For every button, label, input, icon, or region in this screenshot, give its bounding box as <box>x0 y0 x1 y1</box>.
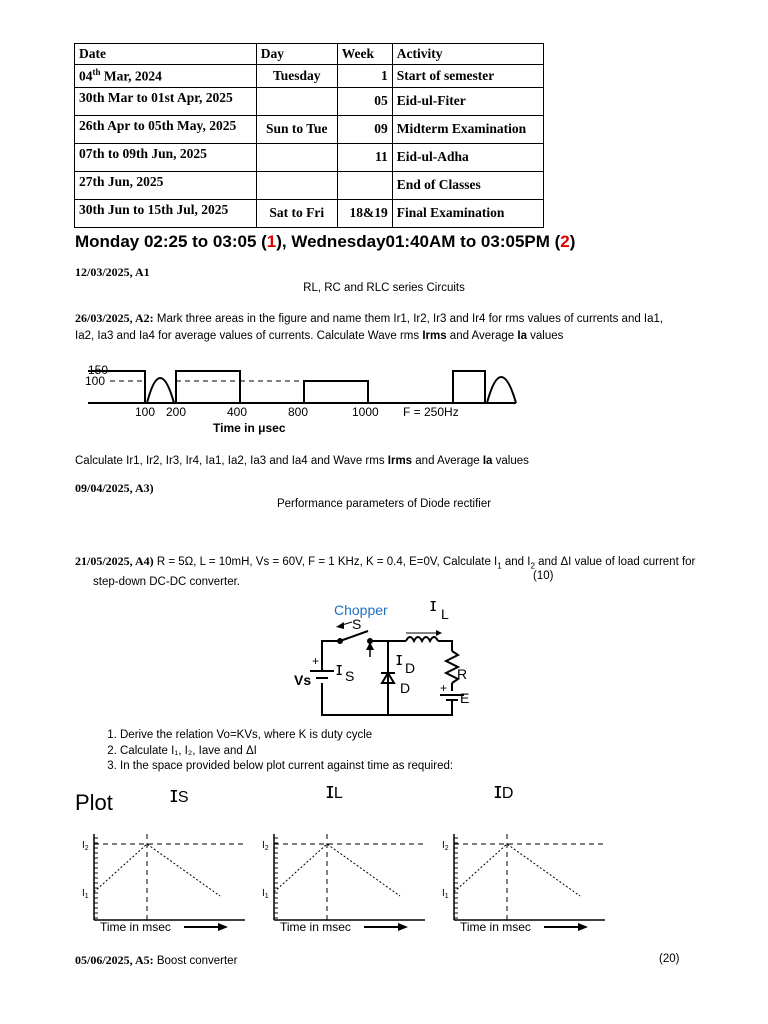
current-guide-line <box>94 844 220 896</box>
table-cell-day: Sat to Fri <box>256 199 337 227</box>
table-cell-date: 30th Mar to 01st Apr, 2025 <box>75 87 257 115</box>
emf-label: E <box>460 690 470 706</box>
x-label-400: 400 <box>227 405 248 419</box>
i1-label: $I_1$ <box>262 888 269 900</box>
il-symbol: ɪ <box>430 595 437 615</box>
i2-label: $I_2$ <box>262 840 269 852</box>
table-cell-week: 05 <box>337 87 392 115</box>
id-subscript: D <box>405 660 416 676</box>
current-waveform <box>80 355 530 440</box>
list-item: 2. Calculate I₁, I₂, Iave and ΔI <box>120 744 698 760</box>
current-guide-line <box>274 844 400 896</box>
i1-label: $I_1$ <box>82 888 89 900</box>
plot-id-label: ɪD <box>494 778 514 803</box>
x-label-800: 800 <box>288 405 309 419</box>
switch-label: S <box>352 616 362 632</box>
plot-il-label: ɪL <box>326 778 343 803</box>
time-arrow-head <box>398 923 408 931</box>
x-label-100: 100 <box>135 405 156 419</box>
a2-calculate: Calculate Ir1, Ir2, Ir3, Ir4, Ia1, Ia2, Ia3 and Ia4 and Wave rms Irms and Average Ia values <box>75 455 529 467</box>
table-cell-activity: End of Classes <box>392 171 543 199</box>
header-week: Week <box>337 44 392 65</box>
plot-title: Plot <box>75 790 113 815</box>
a5-line: 05/06/2025, A5: Boost converter <box>75 953 238 967</box>
x-label-1000: 1000 <box>352 405 379 419</box>
chopper-circuit <box>290 595 490 720</box>
chopper-label: Chopper <box>334 602 388 618</box>
diode-label: D <box>400 680 411 696</box>
table-cell-activity: Start of semester <box>392 65 543 88</box>
emf-plus: + <box>440 681 448 695</box>
table-cell-activity: Eid-ul-Fiter <box>392 87 543 115</box>
waveform-lines <box>88 371 516 403</box>
table-header-row <box>75 44 544 65</box>
y-label-150: 150 <box>88 363 109 377</box>
header-day: Day <box>256 44 337 65</box>
time-arrow-head <box>218 923 228 931</box>
plot-panel-is <box>82 834 245 934</box>
list-item: 3. In the space provided below plot current against time as required: <box>120 759 698 775</box>
time-axis-label: Time in msec <box>100 920 171 934</box>
steps-list <box>98 728 698 775</box>
table-cell-week <box>337 171 392 199</box>
table-row <box>75 199 544 227</box>
frequency-label: F = 250Hz <box>403 405 459 419</box>
a3-heading: 09/04/2025, A3) <box>75 481 154 495</box>
table-cell-activity: Eid-ul-Adha <box>392 143 543 171</box>
table-cell-week: 11 <box>337 143 392 171</box>
plot-is-label: ɪS <box>170 782 189 807</box>
table-cell-activity: Midterm Examination <box>392 115 543 143</box>
table-cell-day: Tuesday <box>256 65 337 88</box>
table-row <box>75 143 544 171</box>
a3-subtitle: Performance parameters of Diode rectifier <box>276 498 492 510</box>
i2-label: $I_2$ <box>442 840 449 852</box>
table-cell-day <box>256 87 337 115</box>
red-number-2: 2 <box>560 232 570 251</box>
steps-list-container <box>98 728 698 775</box>
header-activity: Activity <box>392 44 543 65</box>
id-symbol: ɪ <box>396 649 403 669</box>
table-cell-day <box>256 171 337 199</box>
time-axis-label: Time in msec <box>280 920 351 934</box>
resistor-label: R <box>457 666 468 682</box>
table-cell-date: 30th Jun to 15th Jul, 2025 <box>75 199 257 227</box>
plot-panel-id <box>442 834 605 934</box>
a1-heading: 12/03/2025, A1 <box>75 265 150 279</box>
class-timing: Monday 02:25 to 03:05 (1), Wednesday01:40AM to 03:05PM (2) <box>75 232 576 251</box>
x-label-200: 200 <box>166 405 187 419</box>
current-arrow-is <box>366 642 374 650</box>
a4-paragraph: 21/05/2025, A4) R = 5Ω, L = 10mH, Vs = 60V, F = 1 KHz, K = 0.4, E=0V, Calculate $I_1$ and $I_2$ and ΔI value of load current for step-down DC-DC converter. <box>75 554 696 589</box>
a2-paragraph: 26/03/2025, A2: Mark three areas in the figure and name them Ir1, Ir2, Ir3 and Ir4 for rms values of currents and Ia1, Ia2, Ia3 and Ia4 for average values of currents. Calculate Wave rms Irms and Average Ia values <box>75 311 664 342</box>
table-row <box>75 171 544 199</box>
time-arrow-head <box>578 923 588 931</box>
plot-panel-il <box>262 834 425 934</box>
table-cell-day: Sun to Tue <box>256 115 337 143</box>
current-guide-line <box>454 844 580 896</box>
is-subscript: S <box>345 668 355 684</box>
table-cell-week: 18&19 <box>337 199 392 227</box>
a5-heading: 05/06/2025, A5: <box>75 953 154 967</box>
il-subscript: L <box>441 606 449 622</box>
header-date: Date <box>75 44 257 65</box>
table-cell-activity: Final Examination <box>392 199 543 227</box>
waveform-x-axis-label: Time in μsec <box>213 421 286 435</box>
current-arrow-il <box>436 630 442 636</box>
schedule-table <box>74 43 544 228</box>
time-axis-label: Time in msec <box>460 920 531 934</box>
table-cell-date: 07th to 09th Jun, 2025 <box>75 143 257 171</box>
table-row <box>75 115 544 143</box>
i1-label: $I_1$ <box>442 888 449 900</box>
red-number-1: 1 <box>266 232 277 251</box>
table-cell-date: 27th Jun, 2025 <box>75 171 257 199</box>
a5-marks: (20) <box>659 953 680 965</box>
source-plus: + <box>312 654 320 668</box>
a4-heading: 21/05/2025, A4) <box>75 554 154 568</box>
table-cell-week: 09 <box>337 115 392 143</box>
table-row <box>75 65 544 88</box>
is-symbol: ɪ <box>336 659 343 679</box>
table-cell-date: 26th Apr to 05th May, 2025 <box>75 115 257 143</box>
source-label: Vs <box>294 672 312 688</box>
list-item: 1. Derive the relation Vo=KVs, where K is duty cycle <box>120 728 698 744</box>
y-label-100: 100 <box>85 374 106 388</box>
plot-axes <box>80 830 640 940</box>
table-cell-day <box>256 143 337 171</box>
a2-heading: 26/03/2025, A2: <box>75 311 154 325</box>
i2-label: $I_2$ <box>82 840 89 852</box>
table-cell-date: 04th Mar, 2024 <box>75 65 257 88</box>
table-cell-week: 1 <box>337 65 392 88</box>
a1-subtitle: RL, RC and RLC series Circuits <box>303 282 465 294</box>
table-row <box>75 87 544 115</box>
a4-marks: (10) <box>533 570 554 582</box>
